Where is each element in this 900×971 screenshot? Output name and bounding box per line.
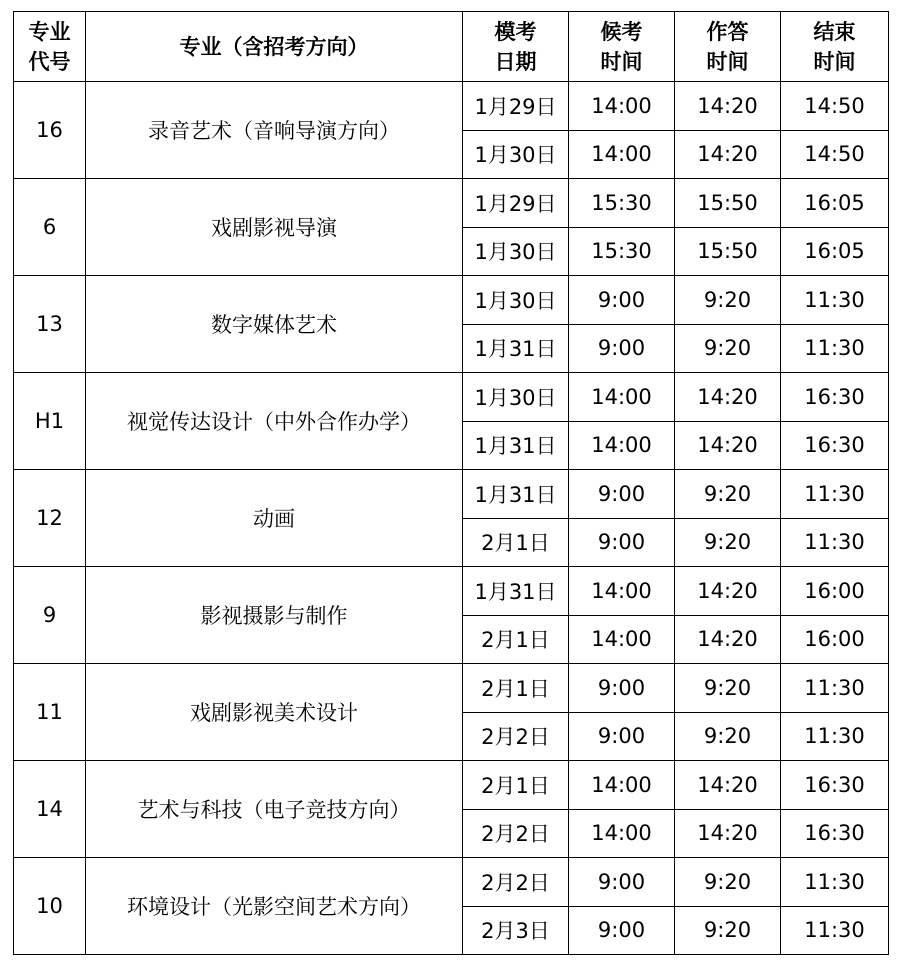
- exam-date-cell: 1月30日: [463, 373, 569, 422]
- answer-time-cell: 15:50: [675, 179, 781, 228]
- end-time-cell: 16:30: [781, 373, 889, 422]
- answer-time-cell: 9:20: [675, 906, 781, 955]
- wait-time-cell: 9:00: [569, 906, 675, 955]
- table-row: [14, 373, 889, 422]
- end-time-cell: 11:30: [781, 858, 889, 907]
- major-code-cell: 11: [14, 664, 86, 761]
- answer-time-cell: 9:20: [675, 518, 781, 567]
- major-code-cell: 6: [14, 179, 86, 276]
- wait-time-cell: 14:00: [569, 373, 675, 422]
- wait-time-cell: 9:00: [569, 324, 675, 373]
- major-name-cell: 动画: [86, 470, 463, 567]
- major-code-cell: 9: [14, 567, 86, 664]
- end-time-cell: 16:05: [781, 227, 889, 276]
- exam-date-cell: 2月1日: [463, 761, 569, 810]
- end-time-cell: 11:30: [781, 906, 889, 955]
- exam-date-cell: 2月1日: [463, 615, 569, 664]
- wait-time-cell: 9:00: [569, 276, 675, 325]
- major-name-cell: 环境设计（光影空间艺术方向）: [86, 858, 463, 955]
- wait-time-cell: 9:00: [569, 858, 675, 907]
- header-wait-line1: 候考: [600, 19, 643, 44]
- end-time-cell: 11:30: [781, 276, 889, 325]
- major-name-cell: 视觉传达设计（中外合作办学）: [86, 373, 463, 470]
- end-time-cell: 16:30: [781, 421, 889, 470]
- major-code-cell: 10: [14, 858, 86, 955]
- wait-time-cell: 14:00: [569, 761, 675, 810]
- wait-time-cell: 9:00: [569, 664, 675, 713]
- end-time-cell: 16:30: [781, 809, 889, 858]
- header-code-line1: 专业: [28, 19, 71, 44]
- table-row: [14, 761, 889, 810]
- exam-date-cell: 1月30日: [463, 227, 569, 276]
- header-date: [463, 12, 569, 82]
- wait-time-cell: 15:30: [569, 227, 675, 276]
- end-time-cell: 16:05: [781, 179, 889, 228]
- end-time-cell: 16:00: [781, 615, 889, 664]
- major-name-cell: 艺术与科技（电子竞技方向）: [86, 761, 463, 858]
- exam-date-cell: 2月1日: [463, 664, 569, 713]
- header-wait-line2: 时间: [600, 49, 643, 74]
- major-code-cell: 16: [14, 82, 86, 179]
- header-major: 专业（含招考方向）: [86, 12, 463, 82]
- major-name-cell: 影视摄影与制作: [86, 567, 463, 664]
- wait-time-cell: 14:00: [569, 615, 675, 664]
- answer-time-cell: 14:20: [675, 615, 781, 664]
- end-time-cell: 14:50: [781, 82, 889, 131]
- wait-time-cell: 14:00: [569, 567, 675, 616]
- answer-time-cell: 14:20: [675, 82, 781, 131]
- wait-time-cell: 9:00: [569, 470, 675, 519]
- answer-time-cell: 9:20: [675, 664, 781, 713]
- header-answer-time: [675, 12, 781, 82]
- answer-time-cell: 14:20: [675, 130, 781, 179]
- wait-time-cell: 9:00: [569, 712, 675, 761]
- table-row: [14, 470, 889, 519]
- answer-time-cell: 14:20: [675, 421, 781, 470]
- wait-time-cell: 9:00: [569, 518, 675, 567]
- major-name-cell: 戏剧影视美术设计: [86, 664, 463, 761]
- exam-schedule-table: [13, 11, 889, 955]
- exam-date-cell: 2月2日: [463, 712, 569, 761]
- answer-time-cell: 14:20: [675, 809, 781, 858]
- exam-date-cell: 2月2日: [463, 858, 569, 907]
- major-name-cell: 录音艺术（音响导演方向）: [86, 82, 463, 179]
- header-date-line2: 日期: [494, 49, 537, 74]
- major-code-cell: H1: [14, 373, 86, 470]
- schedule-table-wrapper: [13, 11, 889, 955]
- answer-time-cell: 9:20: [675, 324, 781, 373]
- answer-time-cell: 9:20: [675, 276, 781, 325]
- exam-date-cell: 2月3日: [463, 906, 569, 955]
- header-code: [14, 12, 86, 82]
- end-time-cell: 16:30: [781, 761, 889, 810]
- exam-date-cell: 1月29日: [463, 179, 569, 228]
- exam-date-cell: 1月29日: [463, 82, 569, 131]
- table-row: [14, 276, 889, 325]
- header-row: [14, 12, 889, 82]
- wait-time-cell: 14:00: [569, 82, 675, 131]
- header-answer-line1: 作答: [706, 19, 749, 44]
- answer-time-cell: 14:20: [675, 567, 781, 616]
- wait-time-cell: 14:00: [569, 421, 675, 470]
- answer-time-cell: 9:20: [675, 712, 781, 761]
- exam-date-cell: 1月30日: [463, 130, 569, 179]
- header-end-time: [781, 12, 889, 82]
- header-answer-line2: 时间: [706, 49, 749, 74]
- end-time-cell: 11:30: [781, 664, 889, 713]
- major-code-cell: 14: [14, 761, 86, 858]
- table-row: [14, 179, 889, 228]
- wait-time-cell: 14:00: [569, 809, 675, 858]
- exam-date-cell: 1月31日: [463, 567, 569, 616]
- table-row: [14, 567, 889, 616]
- wait-time-cell: 15:30: [569, 179, 675, 228]
- table-row: [14, 664, 889, 713]
- end-time-cell: 16:00: [781, 567, 889, 616]
- header-wait-time: [569, 12, 675, 82]
- end-time-cell: 11:30: [781, 518, 889, 567]
- header-end-line2: 时间: [813, 49, 856, 74]
- exam-date-cell: 1月31日: [463, 421, 569, 470]
- table-row: [14, 858, 889, 907]
- header-code-line2: 代号: [28, 49, 71, 74]
- schedule-body: [14, 82, 889, 955]
- end-time-cell: 11:30: [781, 712, 889, 761]
- exam-date-cell: 1月31日: [463, 470, 569, 519]
- major-name-cell: 戏剧影视导演: [86, 179, 463, 276]
- end-time-cell: 11:30: [781, 324, 889, 373]
- exam-date-cell: 1月31日: [463, 324, 569, 373]
- major-name-cell: 数字媒体艺术: [86, 276, 463, 373]
- answer-time-cell: 15:50: [675, 227, 781, 276]
- answer-time-cell: 14:20: [675, 373, 781, 422]
- answer-time-cell: 9:20: [675, 470, 781, 519]
- exam-date-cell: 2月1日: [463, 518, 569, 567]
- wait-time-cell: 14:00: [569, 130, 675, 179]
- header-date-line1: 模考: [494, 19, 537, 44]
- answer-time-cell: 9:20: [675, 858, 781, 907]
- table-row: [14, 82, 889, 131]
- exam-date-cell: 2月2日: [463, 809, 569, 858]
- end-time-cell: 14:50: [781, 130, 889, 179]
- end-time-cell: 11:30: [781, 470, 889, 519]
- exam-date-cell: 1月30日: [463, 276, 569, 325]
- major-code-cell: 13: [14, 276, 86, 373]
- header-end-line1: 结束: [813, 19, 856, 44]
- answer-time-cell: 14:20: [675, 761, 781, 810]
- major-code-cell: 12: [14, 470, 86, 567]
